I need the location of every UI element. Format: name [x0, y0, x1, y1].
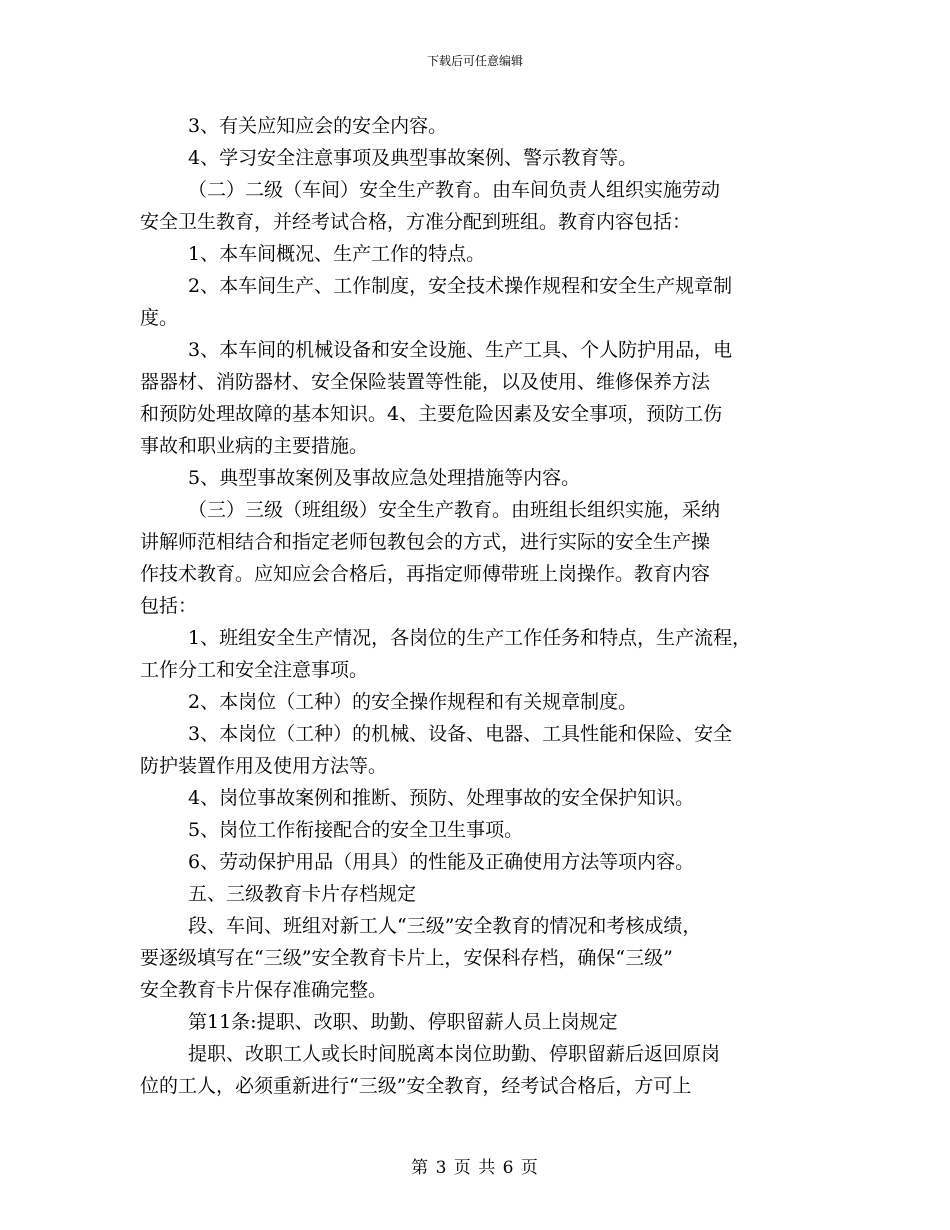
text-line: 位的工人，必须重新进行“三级”安全教育，经考试合格后，方可上	[140, 1075, 692, 1097]
text-line: 事故和职业病的主要措施。	[140, 435, 369, 457]
page-footer: 第 3 页 共 6 页	[411, 1158, 539, 1178]
text-line: （二）二级（车间）安全生产教育。由车间负责人组织实施劳动	[188, 179, 721, 201]
text-line: 和预防处理故障的基本知识。4、主要危险因素及安全事项，预防工伤	[140, 403, 723, 425]
text-line: 防护装置作用及使用方法等。	[140, 755, 388, 777]
page-header: 下载后可任意编辑	[426, 54, 523, 68]
text-line: 1、本车间概况、生产工作的特点。	[188, 243, 486, 265]
text-line: 4、岗位事故案例和推断、预防、处理事故的安全保护知识。	[188, 787, 695, 809]
text-line: 度。	[140, 307, 179, 329]
text-line: 段、车间、班组对新工人“三级”安全教育的情况和考核成绩，	[188, 915, 702, 937]
text-line: 工作分工和安全注意事项。	[140, 659, 369, 681]
text-line: 1、班组安全生产情况，各岗位的生产工作任务和特点，生产流程，	[188, 627, 752, 649]
text-line: 提职、改职工人或长时间脱离本岗位助勤、停职留薪后返回原岗	[188, 1043, 721, 1065]
document-body	[140, 110, 830, 1102]
text-line: 5、典型事故案例及事故应急处理措施等内容。	[188, 467, 581, 489]
text-line: 要逐级填写在“三级”安全教育卡片上，安保科存档，确保“三级”	[140, 947, 673, 969]
text-line: 2、本岗位（工种）的安全操作规程和有关规章制度。	[188, 691, 638, 713]
text-line: 安全卫生教育，并经考试合格，方准分配到班组。教育内容包括：	[140, 211, 692, 233]
text-line: （三）三级（班组级）安全生产教育。由班组长组织实施，采纳	[188, 499, 721, 521]
text-line: 3、本车间的机械设备和安全设施、生产工具、个人防护用品，电	[188, 339, 733, 361]
text-line: 6、劳动保护用品（用具）的性能及正确使用方法等项内容。	[188, 851, 695, 873]
text-line: 安全教育卡片保存准确完整。	[140, 979, 388, 1001]
text-line: 5、岗位工作衔接配合的安全卫生事项。	[188, 819, 524, 841]
text-line: 2、本车间生产、工作制度，安全技术操作规程和安全生产规章制	[188, 275, 733, 297]
text-line: 3、本岗位（工种）的机械、设备、电器、工具性能和保险、安全	[188, 723, 733, 745]
text-line: 3、有关应知应会的安全内容。	[188, 115, 448, 137]
text-line: 器器材、消防器材、安全保险装置等性能，以及使用、维修保养方法	[140, 371, 711, 393]
text-line: 4、学习安全注意事项及典型事故案例、警示教育等。	[188, 147, 638, 169]
text-line: 讲解师范相结合和指定老师包教包会的方式，进行实际的安全生产操	[140, 531, 711, 553]
text-line: 包括：	[140, 595, 198, 617]
text-line: 五、三级教育卡片存档规定	[188, 883, 417, 905]
text-line: 第11条:提职、改职、助勤、停职留薪人员上岗规定	[188, 1011, 618, 1033]
text-line: 作技术教育。应知应会合格后，再指定师傅带班上岗操作。教育内容	[140, 563, 711, 585]
